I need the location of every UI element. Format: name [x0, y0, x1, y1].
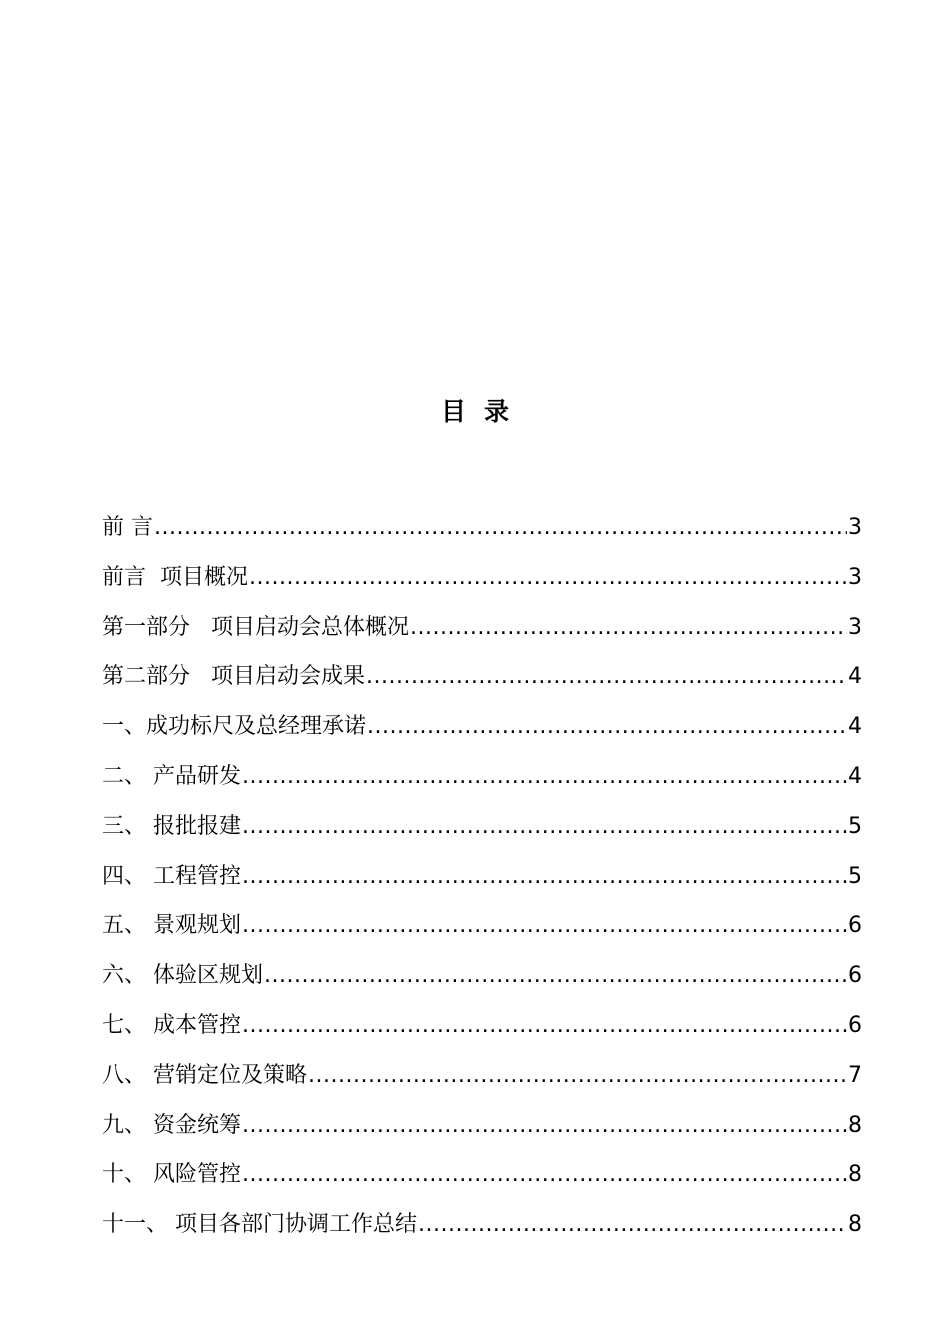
toc-entry-project-overview[interactable]	[102, 560, 862, 610]
toc-entry-label: 三、 报批报建	[102, 813, 241, 839]
toc-entry-fund-planning[interactable]	[102, 1108, 862, 1158]
toc-dot-leader	[367, 709, 847, 745]
toc-entry-part-two[interactable]	[102, 659, 862, 709]
toc-entry-label: 九、 资金统筹	[102, 1112, 241, 1138]
toc-entry-experience-zone[interactable]	[102, 958, 862, 1008]
toc-entry-label: 八、 营销定位及策略	[102, 1062, 307, 1088]
toc-entry-label: 七、 成本管控	[102, 1012, 241, 1038]
toc-entry-label: 第二部分 项目启动会成果	[102, 664, 365, 690]
toc-entry-label: 十一、 项目各部门协调工作总结	[102, 1212, 417, 1238]
toc-dot-leader	[242, 1108, 847, 1144]
toc-page-number: 3	[848, 515, 862, 540]
toc-page-number: 4	[848, 714, 862, 740]
toc-page-number: 4	[848, 763, 862, 789]
toc-entry-label: 二、 产品研发	[102, 763, 241, 789]
toc-entry-landscape-planning[interactable]	[102, 908, 862, 958]
toc-dot-leader	[418, 1207, 847, 1243]
toc-entry-label: 前言 项目概况	[102, 564, 248, 590]
toc-entry-engineering-control[interactable]	[102, 859, 862, 909]
toc-dot-leader	[308, 1058, 847, 1094]
toc-page-number: 6	[848, 913, 862, 939]
toc-page-number: 8	[848, 1212, 862, 1238]
toc-page-number: 7	[848, 1062, 862, 1088]
title-char-2: 录	[484, 397, 510, 426]
toc-entry-label: 一、成功标尺及总经理承诺	[102, 714, 367, 740]
title-char-1: 目	[440, 397, 466, 426]
toc-page-number: 6	[848, 963, 862, 989]
toc-page-number: 3	[848, 564, 862, 590]
page-title	[0, 394, 950, 430]
table-of-contents	[102, 510, 862, 1257]
toc-entry-label: 四、 工程管控	[102, 863, 241, 889]
toc-dot-leader	[242, 859, 847, 895]
toc-entry-approvals[interactable]	[102, 809, 862, 859]
toc-dot-leader	[242, 759, 847, 795]
toc-page-number: 5	[848, 863, 862, 889]
toc-dot-leader	[242, 1008, 847, 1044]
toc-entry-label: 十、 风险管控	[102, 1162, 241, 1188]
toc-entry-preface[interactable]	[102, 510, 862, 560]
toc-dot-leader	[249, 560, 847, 596]
toc-entry-marketing-strategy[interactable]	[102, 1058, 862, 1108]
toc-entry-label: 五、 景观规划	[102, 913, 241, 939]
toc-dot-leader	[242, 908, 847, 944]
toc-page-number: 6	[848, 1012, 862, 1038]
toc-dot-leader	[264, 958, 847, 994]
toc-dot-leader	[242, 809, 847, 845]
toc-entry-label: 前 言	[102, 515, 153, 540]
toc-page-number: 5	[848, 813, 862, 839]
toc-entry-label: 第一部分 项目启动会总体概况	[102, 614, 409, 640]
toc-entry-label: 六、 体验区规划	[102, 963, 263, 989]
toc-dot-leader	[242, 1157, 847, 1193]
toc-dot-leader	[366, 659, 847, 695]
toc-entry-product-development[interactable]	[102, 759, 862, 809]
toc-page-number: 8	[848, 1112, 862, 1138]
toc-entry-part-one[interactable]	[102, 610, 862, 660]
toc-page-number: 3	[848, 614, 862, 640]
toc-dot-leader	[154, 510, 847, 546]
toc-entry-success-criteria[interactable]	[102, 709, 862, 759]
toc-entry-risk-control[interactable]	[102, 1157, 862, 1207]
toc-entry-cost-control[interactable]	[102, 1008, 862, 1058]
toc-dot-leader	[410, 610, 847, 646]
toc-page-number: 4	[848, 664, 862, 690]
toc-page-number: 8	[848, 1162, 862, 1188]
toc-entry-department-coordination[interactable]	[102, 1207, 862, 1257]
